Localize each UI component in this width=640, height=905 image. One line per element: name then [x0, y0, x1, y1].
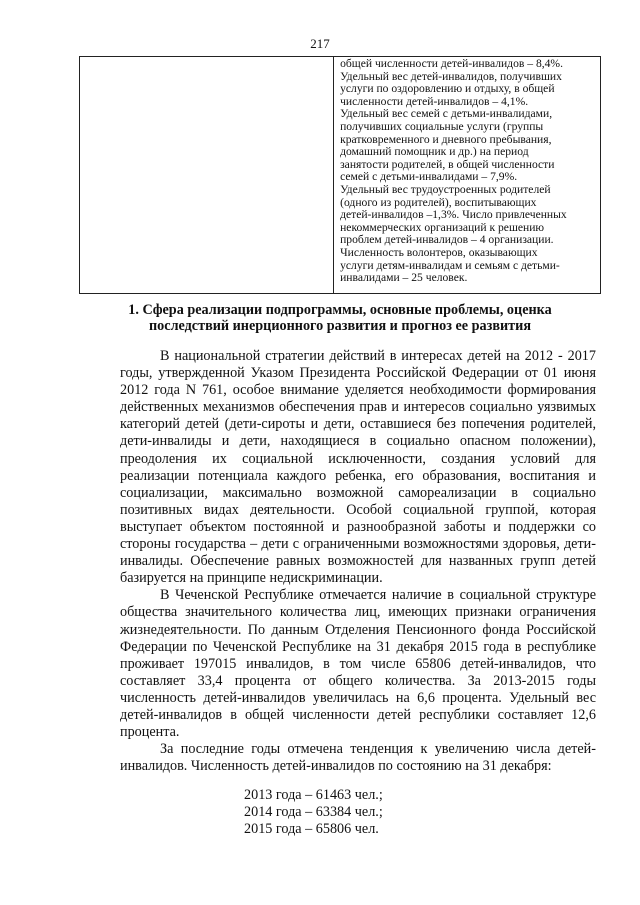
cell-line: кратковременного и дневного пребывания, — [340, 132, 552, 146]
body-text — [120, 348, 596, 775]
cell-line: Удельный вес семей с детьми-инвалидами, — [340, 107, 553, 121]
stat-line-2013: 2013 года – 61463 чел.; — [244, 787, 383, 803]
cell-line: получивших социальные услуги (группы — [340, 119, 544, 133]
table-right-cell — [334, 57, 601, 294]
cell-line: проблем детей-инвалидов – 4 организации. — [340, 233, 554, 247]
cell-line: занятости родителей, в общей численности — [340, 157, 555, 171]
paragraph-chechen-republic: В Чеченской Республике отмечается наличие в социальной структуре общества значительного количества лиц, имеющих признаки ограничения жизнедеятельности. По данным Отделения Пенсионного фонда Российской Федерации по Чеченской Республике на 31 декабря 2015 года в республике проживает 197015 инвалидов, в том числе 65806 детей-инвалидов, что составляет 33,4 процента от общего количества. За 2013-2015 годы численность детей-инвалидов увеличилась на 6,6 процента. Удельный вес детей-инвалидов в общей численности детей республики составляет 12,6 процента. — [120, 587, 596, 741]
cell-line: некоммерческих организаций к решению — [340, 220, 545, 234]
cell-line: Численность волонтеров, оказывающих — [340, 245, 538, 259]
cell-line: (одного из родителей), воспитывающих — [340, 195, 537, 209]
table-row — [80, 57, 601, 294]
table-left-cell — [80, 57, 334, 294]
cell-line: Удельный вес детей-инвалидов, получивших — [340, 69, 562, 83]
paragraph-trend: За последние годы отмечена тенденция к увеличению числа детей-инвалидов. Численность детей-инвалидов по состоянию на 31 декабря: — [120, 741, 596, 775]
cell-line: общей численности детей-инвалидов – 8,4%. — [340, 57, 563, 70]
section-heading — [70, 302, 610, 334]
cell-line: Удельный вес трудоустроенных родителей — [340, 182, 551, 196]
cell-line: домашний помощник и др.) на период — [340, 145, 529, 159]
page-number: 217 — [310, 36, 330, 51]
section-heading-line: 1. Сфера реализации подпрограммы, основные проблемы, оценка — [128, 302, 552, 318]
cell-line: услуги по оздоровлению и отдыху, в общей — [340, 82, 555, 96]
continuation-table — [79, 56, 601, 294]
stat-line-2014: 2014 года – 63384 чел.; — [244, 804, 383, 820]
cell-line: детей-инвалидов –1,3%. Число привлеченных — [340, 208, 567, 222]
indicator-text — [334, 57, 600, 285]
section-heading-line: последствий инерционного развития и прогноз ее развития — [149, 318, 531, 334]
cell-line: семей с детьми-инвалидами – 7,9%. — [340, 170, 518, 184]
cell-line: инвалидами – 25 человек. — [340, 271, 468, 285]
paragraph-strategy: В национальной стратегии действий в интересах детей на 2012 - 2017 годы, утвержденной Указом Президента Российской Федерации от 01 июня 2012 года N 761, особое внимание уделяется необходимости формирования действенных механизмов обеспечения прав и интересов социально уязвимых категорий детей (дети-сироты и дети, оставшиеся без попечения родителей, дети-инвалиды и дети, находящиеся в социально опасном положении), преодоления их социальной исключенности, создания условий для реализации потенциала каждого ребенка, его образования, воспитания и социализации, максимально возможной самореализации в социально позитивных видах деятельности. Особой социальной группой, которая выступает объектом постоянной и разнообразной заботы и поддержки со стороны государства – дети с ограниченными возможностями здоровья, дети-инвалиды. Обеспечение равных возможностей для названных групп детей базируется на принципе недискриминации. — [120, 348, 596, 587]
stat-line-2015: 2015 года – 65806 чел. — [244, 821, 379, 837]
cell-line: услуги детям-инвалидам и семьям с детьми- — [340, 258, 560, 272]
cell-line: численности детей-инвалидов – 4,1%. — [340, 94, 529, 108]
